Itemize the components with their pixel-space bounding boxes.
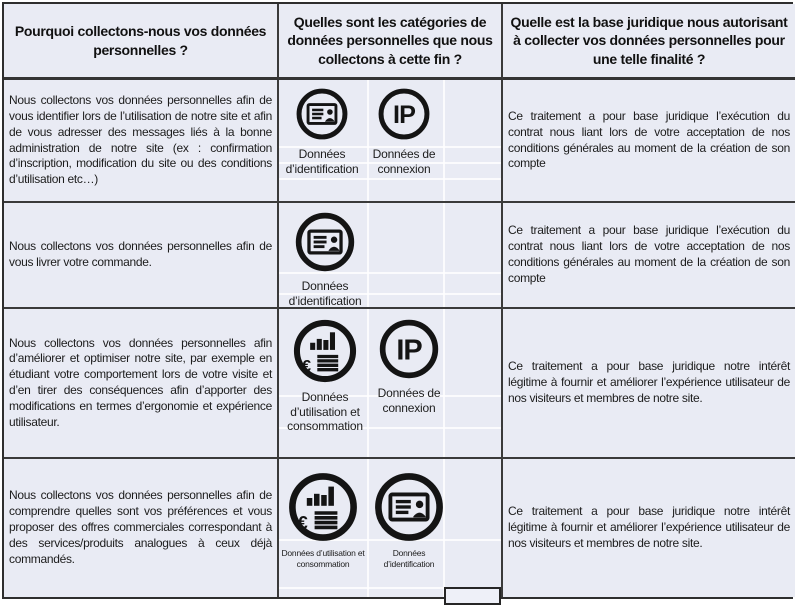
overflow-cell (444, 587, 501, 605)
category-label: Données d’identification (285, 147, 359, 176)
category-label: Données de connexion (377, 386, 441, 415)
purpose-cell (4, 459, 279, 597)
categories-cell (279, 203, 503, 309)
categories-cell (279, 459, 503, 597)
grid-line (279, 178, 501, 180)
usage-consumption-icon (292, 318, 358, 384)
purpose-text: Nous collectons vos données personnelles afin de comprendre quelles sont vos préférences et vous proposer des offres commerciales correspondant à des services/produits analogues à ceux déjà commandés. (9, 488, 272, 566)
category (367, 87, 441, 176)
legal-basis-cell (503, 203, 795, 309)
categories-cell (279, 80, 503, 203)
category (283, 87, 361, 176)
id-card-icon (294, 211, 356, 273)
id-card-icon (373, 471, 445, 543)
svg-text:€: € (297, 513, 308, 534)
purpose-cell (4, 309, 279, 459)
svg-text:€: € (301, 357, 312, 376)
category-label: Données de connexion (372, 147, 436, 176)
category (369, 471, 449, 570)
category-label: Données d’utilisation et consommation (281, 548, 365, 570)
purpose-cell (4, 203, 279, 309)
legal-basis-text: Ce traitement a pour base juridique l’exécution du contrat nous liant lors de votre acceptation de nos conditions générales au moment de la création de son compte (508, 108, 790, 171)
purpose-cell (4, 80, 279, 203)
usage-consumption-icon (287, 471, 359, 543)
category (279, 471, 367, 570)
purpose-text: Nous collectons vos données personnelles afin de vous identifier lors de l’utilisation de notre site et afin de vous adresser des messages liés à la bonne administration de notre site (ex : confirmation d’inscription, modification du site ou des conditions d’utilisation etc…) (9, 93, 272, 187)
category-label: Données d’utilisation et consommation (287, 390, 363, 434)
purpose-text: Nous collectons vos données personnelles afin de vous livrer votre commande. (9, 239, 272, 269)
svg-text:IP: IP (393, 101, 415, 129)
purpose-text: Nous collectons vos données personnelles afin d’améliorer et optimiser notre site, par exemple en étudiant votre comportement lors de votre visite et d’en tirer des conséquences afin d’apporter des modifications en termes d’ergonomie et expérience utilisateur. (9, 335, 272, 429)
legal-basis-text: Ce traitement a pour base juridique l’exécution du contrat nous liant lors de votre acceptation de nos conditions générales au moment de la création de son compte (508, 223, 790, 285)
legal-basis-text: Ce traitement a pour base juridique notre intérêt légitime à fournir et améliorer l’expérience utilisateur de nos visiteurs et membres de notre site. (508, 504, 790, 550)
category-label: Données d’identification (383, 548, 435, 570)
ip-icon (378, 318, 440, 380)
col-header-purpose: Pourquoi collectons-nous vos données personnelles ? (4, 4, 279, 80)
category (373, 318, 445, 415)
privacy-data-table (2, 2, 793, 599)
categories-cell (279, 309, 503, 459)
col-header-legal-basis: Quelle est la base juridique nous autorisant à collecter vos données personnelles pour une telle finalité ? (503, 4, 795, 80)
ip-icon (377, 87, 431, 141)
id-card-icon (295, 87, 349, 141)
legal-basis-cell (503, 459, 795, 597)
legal-basis-cell (503, 80, 795, 203)
category (281, 318, 369, 434)
svg-text:IP: IP (396, 334, 422, 367)
category (285, 211, 365, 308)
col-header-categories: Quelles sont les catégories de données personnelles que nous collectons à cette fin ? (279, 4, 503, 80)
category-label: Données d’identification (288, 279, 362, 308)
legal-basis-cell (503, 309, 795, 459)
legal-basis-text: Ce traitement a pour base juridique notre intérêt légitime à fournir et améliorer l’expérience utilisateur de nos visiteurs et membres de notre site. (508, 359, 790, 405)
